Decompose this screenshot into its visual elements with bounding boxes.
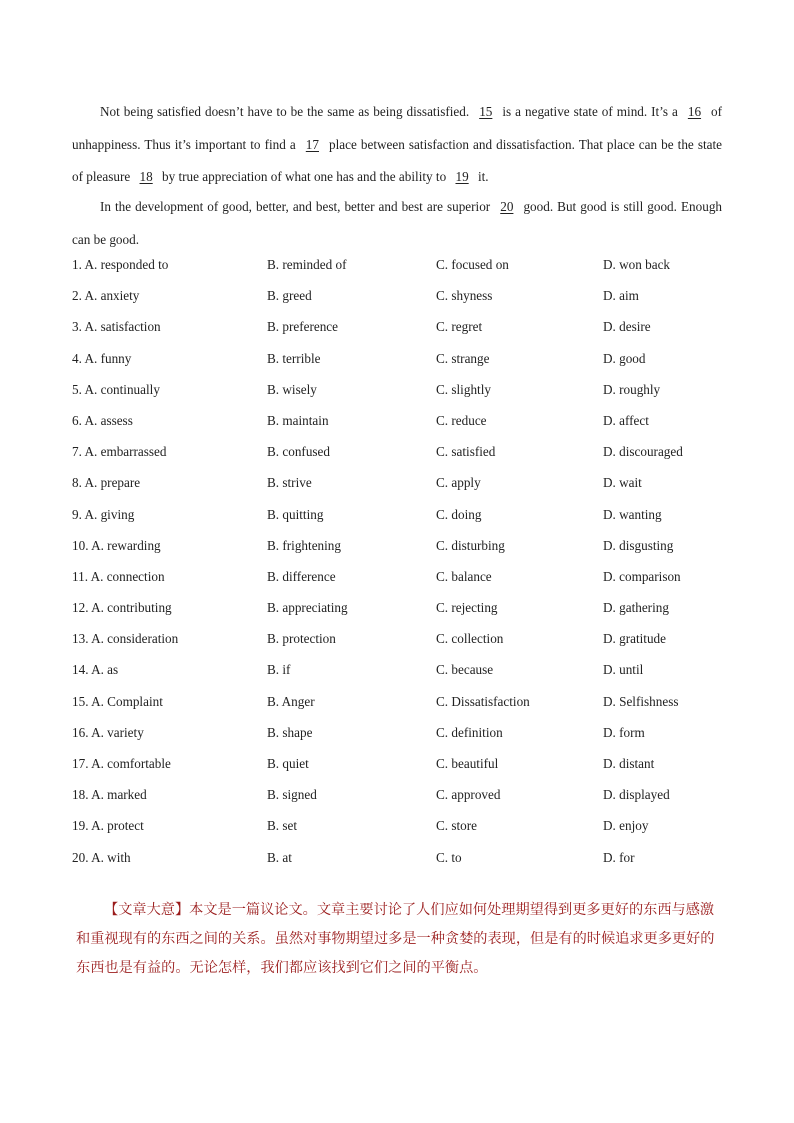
option-b: B. reminded of — [267, 257, 347, 272]
option-c: C. regret — [436, 319, 483, 335]
option-a — [72, 319, 161, 335]
option-c: C. rejecting — [436, 600, 498, 616]
question-number: 5. — [72, 381, 82, 397]
blank-15: 15 — [479, 104, 493, 119]
option-a-text: A. assess — [84, 412, 133, 428]
option-a-text: A. embarrassed — [84, 444, 167, 460]
question-row — [72, 662, 752, 693]
option-c: C. apply — [436, 475, 481, 491]
passage-paragraph-1 — [72, 96, 722, 194]
question-number: 20. — [72, 849, 89, 865]
passage-text: is a negative state of mind. It’s a — [502, 104, 678, 119]
option-c: C. collection — [436, 631, 504, 647]
option-b: B. quiet — [267, 756, 309, 771]
question-number: 11. — [72, 568, 88, 584]
option-b: B. at — [267, 849, 292, 865]
question-number: 3. — [72, 319, 82, 335]
question-number: 17. — [72, 756, 89, 771]
option-a-text: A. anxiety — [84, 288, 140, 304]
option-a-text: A. responded to — [84, 257, 169, 272]
option-a — [72, 818, 144, 834]
question-row — [72, 756, 752, 787]
option-c: C. to — [436, 849, 462, 865]
option-a — [72, 694, 163, 710]
option-a-text: A. with — [91, 849, 131, 865]
question-row — [72, 288, 752, 319]
question-number: 2. — [72, 288, 82, 304]
option-b: B. wisely — [267, 381, 317, 397]
question-number: 12. — [72, 600, 89, 616]
option-a — [72, 382, 160, 398]
option-a-text: A. marked — [91, 787, 147, 803]
blank-20: 20 — [500, 199, 514, 214]
option-a-text: A. funny — [84, 350, 132, 366]
option-d: D. affect — [603, 412, 649, 428]
question-number: 10. — [72, 537, 89, 553]
option-b: B. protection — [267, 631, 336, 647]
option-c: C. store — [436, 818, 478, 834]
question-row — [72, 818, 752, 849]
question-row — [72, 319, 752, 350]
option-d: D. roughly — [603, 381, 661, 397]
question-row — [72, 538, 752, 569]
option-b: B. if — [267, 662, 291, 678]
option-d: D. aim — [603, 288, 639, 304]
option-c: C. slightly — [436, 381, 491, 397]
question-row — [72, 257, 752, 288]
option-d: D. gathering — [603, 600, 669, 616]
option-a-text: A. rewarding — [91, 537, 161, 553]
option-c: C. definition — [436, 724, 503, 740]
option-a — [72, 787, 147, 803]
option-a — [72, 257, 168, 273]
question-row — [72, 600, 752, 631]
option-d: D. won back — [603, 257, 671, 272]
blank-18: 18 — [139, 169, 153, 184]
question-number: 4. — [72, 350, 82, 366]
option-c: C. shyness — [436, 288, 493, 304]
question-number: 14. — [72, 662, 89, 678]
question-number: 18. — [72, 787, 89, 803]
option-d: D. gratitude — [603, 631, 666, 647]
option-d: D. Selfishness — [603, 693, 679, 709]
question-row — [72, 475, 752, 506]
option-c: C. disturbing — [436, 537, 505, 553]
option-d: D. good — [603, 350, 646, 366]
option-a — [72, 507, 134, 523]
passage-paragraph-2 — [72, 191, 722, 256]
question-number: 8. — [72, 475, 82, 491]
question-row — [72, 694, 752, 725]
option-d: D. displayed — [603, 787, 670, 803]
option-b: B. difference — [267, 568, 336, 584]
option-c: C. strange — [436, 350, 490, 366]
option-a — [72, 662, 118, 678]
option-b: B. greed — [267, 288, 312, 304]
blank-16: 16 — [687, 104, 702, 119]
option-b: B. quitting — [267, 506, 324, 522]
option-d: D. form — [603, 724, 645, 740]
option-d: D. discouraged — [603, 444, 683, 460]
question-number: 16. — [72, 724, 89, 740]
option-a — [72, 538, 161, 554]
question-row — [72, 444, 752, 475]
question-row — [72, 631, 752, 662]
passage-text: Not being satisfied doesn’t have to be the same as being dissatisfied. — [100, 104, 470, 119]
passage-text: of unhappiness. Thus it’s important to find a — [72, 104, 723, 152]
option-c: C. approved — [436, 787, 501, 803]
question-row — [72, 351, 752, 382]
option-c: C. because — [436, 662, 494, 678]
option-a-text: A. contributing — [91, 600, 172, 616]
option-a-text: A. protect — [91, 818, 144, 834]
option-a-text: A. continually — [84, 381, 160, 397]
option-a — [72, 631, 178, 647]
option-a — [72, 756, 171, 772]
option-b: B. Anger — [267, 693, 315, 709]
option-c: C. doing — [436, 506, 482, 522]
option-a-text: A. giving — [84, 506, 135, 522]
summary-tag: 【文章大意】 — [104, 902, 190, 918]
option-c: C. reduce — [436, 412, 487, 428]
option-b: B. signed — [267, 787, 317, 803]
blank-17: 17 — [305, 136, 319, 152]
option-a — [72, 351, 131, 367]
option-a — [72, 413, 133, 429]
option-b: B. frightening — [267, 537, 341, 553]
option-d: D. for — [603, 849, 635, 865]
options-list — [72, 257, 752, 881]
option-b: B. terrible — [267, 350, 321, 366]
option-b: B. preference — [267, 319, 339, 335]
option-a — [72, 288, 139, 304]
option-a-text: A. comfortable — [91, 756, 171, 771]
option-a-text: A. satisfaction — [84, 319, 161, 335]
option-d: D. desire — [603, 319, 651, 335]
option-b: B. confused — [267, 444, 330, 460]
question-number: 7. — [72, 444, 82, 460]
question-row — [72, 725, 752, 756]
option-d: D. until — [603, 662, 644, 678]
option-a — [72, 725, 144, 741]
option-d: D. comparison — [603, 568, 681, 584]
option-d: D. distant — [603, 756, 655, 771]
option-b: B. set — [267, 818, 298, 834]
passage-text: place between satisfaction and dissatisfaction. That place can be the state of pleasure — [72, 136, 722, 184]
option-b: B. appreciating — [267, 600, 348, 616]
option-a-text: A. consideration — [91, 631, 179, 647]
option-a — [72, 850, 131, 866]
option-a-text: A. prepare — [84, 475, 141, 491]
option-b: B. maintain — [267, 412, 329, 428]
passage-text: In the development of good, better, and best, better and best are superior — [100, 199, 491, 214]
question-row — [72, 382, 752, 413]
question-number: 19. — [72, 818, 89, 834]
question-row — [72, 787, 752, 818]
option-b: B. strive — [267, 475, 312, 491]
option-d: D. enjoy — [603, 818, 649, 834]
question-row — [72, 507, 752, 538]
passage-text: it. — [477, 169, 489, 184]
option-d: D. disgusting — [603, 537, 674, 553]
passage-text: good. But good is still good. Enough can be good. — [72, 199, 723, 247]
question-row — [72, 569, 752, 600]
option-d: D. wanting — [603, 506, 662, 522]
option-c: C. Dissatisfaction — [436, 693, 530, 709]
option-c: C. satisfied — [436, 444, 496, 460]
question-row — [72, 413, 752, 444]
option-a-text: A. connection — [90, 568, 165, 584]
question-number: 1. — [72, 257, 82, 272]
summary-text: 本文是一篇议论文。文章主要讨论了人们应如何处理期望得到更多更好的东西与感激和重视现有的东西之间的关系。虽然对事物期望过多是一种贪婪的表现，但是有的时候追求更多更好的东西也是有益的。无论怎样，我们都应该找到它们之间的平衡点。 — [76, 902, 715, 976]
option-b: B. shape — [267, 724, 313, 740]
option-a — [72, 475, 140, 491]
option-a-text: A. Complaint — [91, 693, 163, 709]
question-number: 6. — [72, 412, 82, 428]
option-a — [72, 444, 167, 460]
question-number: 13. — [72, 631, 89, 647]
option-a — [72, 569, 165, 585]
question-number: 15. — [72, 693, 89, 709]
option-a-text: A. variety — [91, 724, 144, 740]
question-row — [72, 850, 752, 881]
article-summary — [76, 896, 728, 983]
question-number: 9. — [72, 506, 82, 522]
option-c: C. focused on — [436, 257, 509, 272]
option-c: C. beautiful — [436, 756, 499, 771]
option-d: D. wait — [603, 475, 642, 491]
passage-text: by true appreciation of what one has and the ability to — [162, 169, 447, 184]
option-a — [72, 600, 172, 616]
option-a-text: A. as — [91, 662, 119, 678]
blank-19: 19 — [455, 169, 469, 184]
option-c: C. balance — [436, 568, 492, 584]
